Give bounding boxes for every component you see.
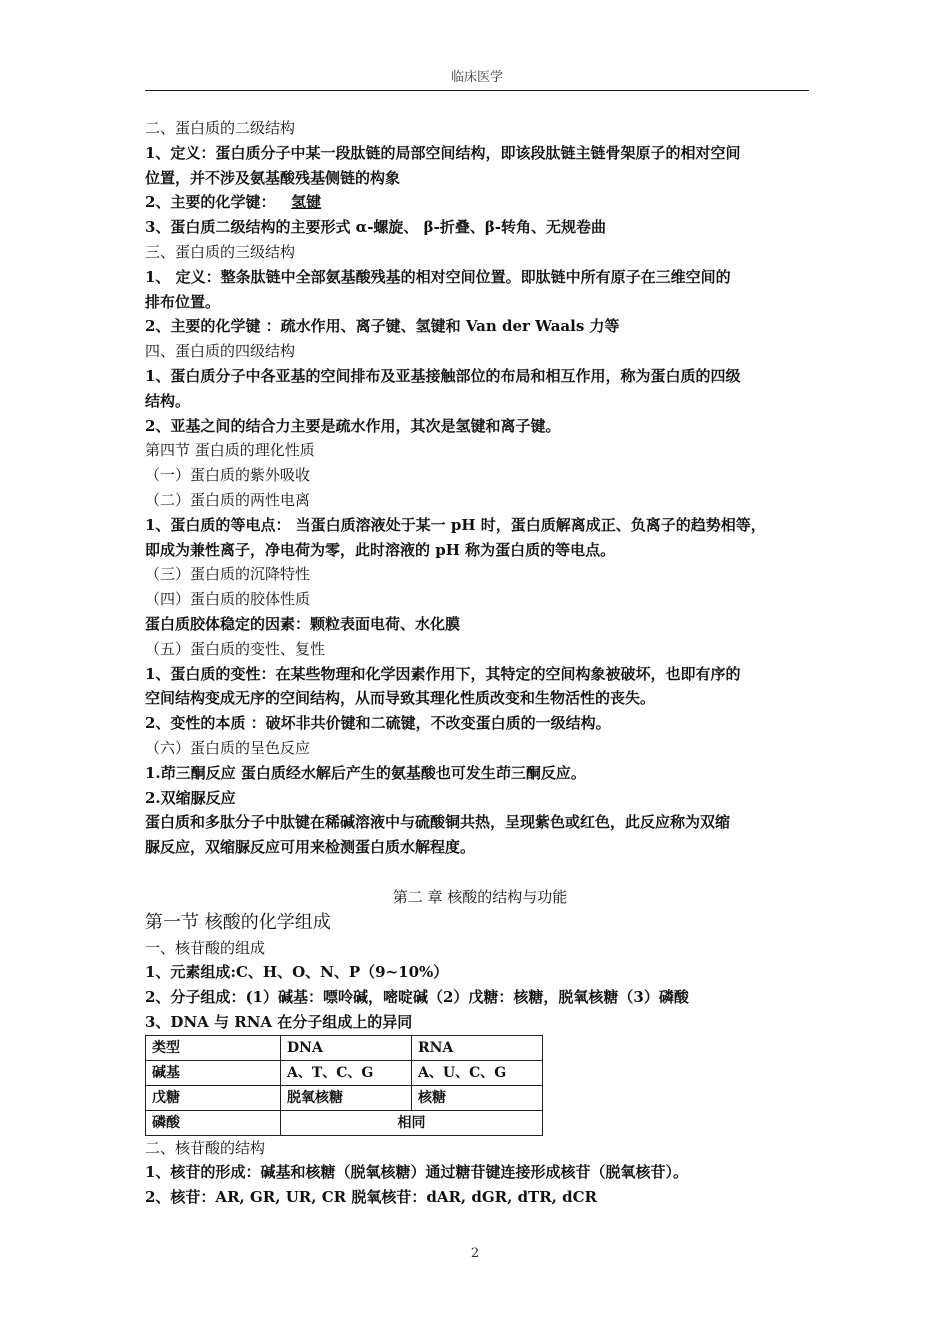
text-line: 2、主要的化学键 ：疏水作用、离子键、氢键和 Van der Waals 力等 (145, 317, 620, 336)
page-number: 2 (470, 1246, 480, 1261)
table-cell: A、T、C、G (281, 1060, 412, 1085)
text-line: 一、核苷酸的组成 (145, 938, 266, 957)
text-line: 1.茚三酮反应 蛋白质经水解后产生的氨基酸也可发生茚三酮反应。 (145, 763, 586, 782)
table-cell-merged: 相同 (281, 1110, 543, 1135)
header-title: 临床医学 (450, 70, 503, 85)
text-line: （六）蛋白质的呈色反应 (145, 738, 311, 757)
text-line: 二、核苷酸的结构 (145, 1138, 266, 1157)
table-cell: DNA (281, 1035, 412, 1060)
table-row (146, 1110, 543, 1135)
text-line: （三）蛋白质的沉降特性 (145, 565, 311, 584)
text-line: 蛋白质和多肽分子中肽键在稀碱溶液中与硫酸铜共热，呈现紫色或红色，此反应称为双缩 (145, 813, 731, 832)
document-body (145, 116, 815, 1210)
table-header-row (146, 1035, 543, 1060)
text-line: 1、蛋白质的变性：在某些物理和化学因素作用下，其特定的空间构象被破坏，也即有序的 (145, 664, 741, 683)
text-line: 2.双缩脲反应 (145, 788, 236, 807)
text-line: 四、蛋白质的四级结构 (145, 342, 296, 361)
text-line: （四）蛋白质的胶体性质 (145, 590, 311, 609)
text-line: 2、核苷：AR, GR, UR, CR 脱氧核苷：dAR, dGR, dTR, dCR (145, 1188, 598, 1207)
table-cell: RNA (412, 1035, 543, 1060)
chapter-title: 第二 章 核酸的结构与功能 (392, 887, 568, 906)
text-line: 三、蛋白质的三级结构 (145, 242, 296, 261)
text-line: 即成为兼性离子，净电荷为零，此时溶液的 pH 称为蛋白质的等电点。 (145, 540, 616, 559)
text-line: 位置，并不涉及氨基酸残基侧链的构象 (145, 168, 401, 187)
table-cell: 核糖 (412, 1085, 543, 1110)
table-cell: 碱基 (146, 1060, 281, 1085)
text-line: （五）蛋白质的变性、复性 (145, 639, 326, 658)
table-cell: 类型 (146, 1035, 281, 1060)
bond-underlined: 氢键 (291, 193, 322, 212)
text-line: 第四节 蛋白质的理化性质 (145, 441, 315, 460)
text-line: 排布位置。 (145, 292, 221, 311)
text-line: 1、定义：蛋白质分子中某一段肽链的局部空间结构，即该段肽链主链骨架原子的相对空间 (145, 143, 741, 162)
bond-prefix: 2、主要的化学键： (145, 193, 276, 212)
text-line-bond (145, 190, 815, 215)
table-cell: 磷酸 (146, 1110, 281, 1135)
spacer (145, 860, 815, 885)
text-line: 结构。 (145, 391, 191, 410)
text-line: 二、蛋白质的二级结构 (145, 119, 296, 137)
text-line: 脲反应，双缩脲反应可用来检测蛋白质水解程度。 (145, 838, 476, 857)
page-header (145, 66, 809, 91)
text-line: 2、分子组成：(1）碱基：嘌呤碱，嘧啶碱（2）戊糖：核糖，脱氧核糖（3）磷酸 (145, 988, 689, 1007)
table-row (146, 1085, 543, 1110)
text-line: 1、核苷的形成：碱基和核糖（脱氧核糖）通过糖苷键连接形成核苷（脱氧核苷）。 (145, 1163, 688, 1182)
section-title: 第一节 核酸的化学组成 (145, 911, 331, 933)
text-line: 1、蛋白质的等电点： 当蛋白质溶液处于某一 pH 时，蛋白质解离成正、负离子的趋势相等， (145, 515, 766, 534)
text-line: 蛋白质胶体稳定的因素：颗粒表面电荷、水化膜 (145, 614, 461, 633)
table-cell: 脱氧核糖 (281, 1085, 412, 1110)
text-line: 1、蛋白质分子中各亚基的空间排布及亚基接触部位的布局和相互作用，称为蛋白质的四级 (145, 366, 741, 385)
text-line: 3、DNA 与 RNA 在分子组成上的异同 (145, 1012, 413, 1031)
text-line: 1、元素组成:C、H、O、N、P（9~10%） (145, 963, 449, 982)
table-cell: 戊糖 (146, 1085, 281, 1110)
text-line: 2、亚基之间的结合力主要是疏水作用，其次是氢键和离子键。 (145, 416, 561, 435)
table-row (146, 1060, 543, 1085)
text-line: 空间结构变成无序的空间结构，从而导致其理化性质改变和生物活性的丧失。 (145, 689, 656, 708)
text-line: 1、 定义：整条肽链中全部氨基酸残基的相对空间位置。即肽链中所有原子在三维空间的 (145, 267, 731, 286)
text-line: 3、蛋白质二级结构的主要形式 α-螺旋、 β-折叠、β-转角、无规卷曲 (145, 218, 607, 237)
text-line: （二）蛋白质的两性电离 (145, 490, 311, 509)
text-line: 2、变性的本质 ：破坏非共价键和二硫键，不改变蛋白质的一级结构。 (145, 714, 611, 733)
dna-rna-comparison-table (145, 1035, 543, 1136)
text-line: （一）蛋白质的紫外吸收 (145, 466, 311, 485)
table-cell: A、U、C、G (412, 1060, 543, 1085)
